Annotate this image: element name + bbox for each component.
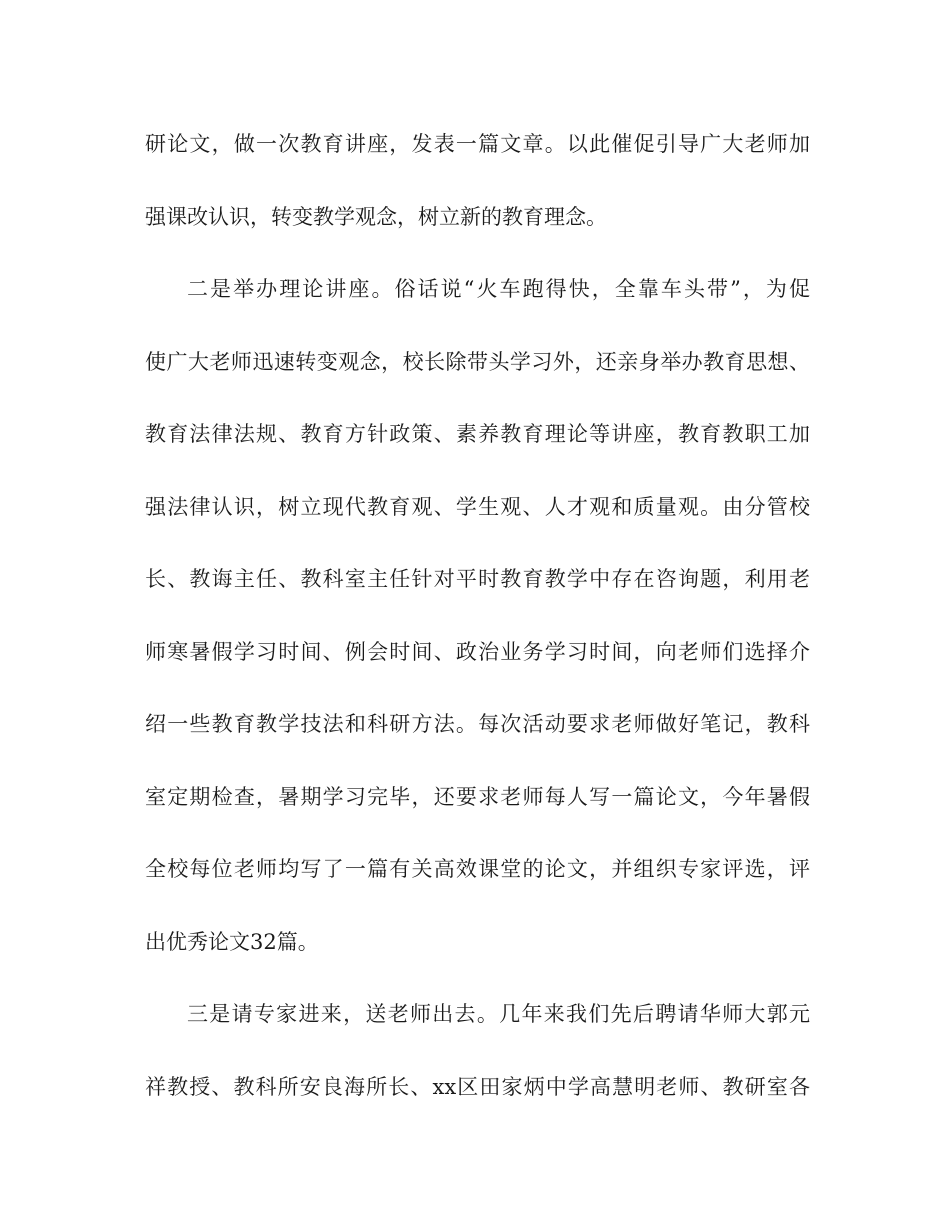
text-line: 教育法律法规、教育方针政策、素养教育理论等讲座，教育教职工加 bbox=[145, 422, 810, 446]
text-line: 二是举办理论讲座。俗话说“火车跑得快，全靠车头带”，为促 bbox=[187, 277, 810, 301]
text-line: 研论文，做一次教育讲座，发表一篇文章。以此催促引导广大老师加 bbox=[145, 132, 810, 156]
text-line: 祥教授、教科所安良海所长、xx区田家炳中学高慧明老师、教研室各 bbox=[145, 1074, 810, 1099]
text-line: 师寒暑假学习时间、例会时间、政治业务学习时间，向老师们选择介 bbox=[145, 639, 810, 664]
text-line: 全校每位老师均写了一篇有关高效课堂的论文，并组织专家评选，评 bbox=[145, 857, 810, 881]
text-line: 强课改认识，转变教学观念，树立新的教育理念。 bbox=[145, 204, 607, 229]
text-line: 使广大老师迅速转变观念，校长除带头学习外，还亲身举办教育思想、 bbox=[145, 349, 810, 374]
text-line: 绍一些教育教学技法和科研方法。每次活动要求老师做好笔记，教科 bbox=[145, 712, 810, 736]
body-text bbox=[145, 120, 810, 1135]
text-line: 室定期检查，暑期学习完毕，还要求老师每人写一篇论文，今年暑假 bbox=[145, 784, 810, 809]
text-line: 三是请专家进来，送老师出去。几年来我们先后聘请华师大郭元 bbox=[187, 1002, 810, 1026]
text-line: 出优秀论文32篇。 bbox=[145, 929, 319, 954]
text-line: 长、教诲主任、教科室主任针对平时教育教学中存在咨询题，利用老 bbox=[145, 567, 810, 591]
text-line: 强法律认识，树立现代教育观、学生观、人才观和质量观。由分管校 bbox=[145, 494, 810, 519]
